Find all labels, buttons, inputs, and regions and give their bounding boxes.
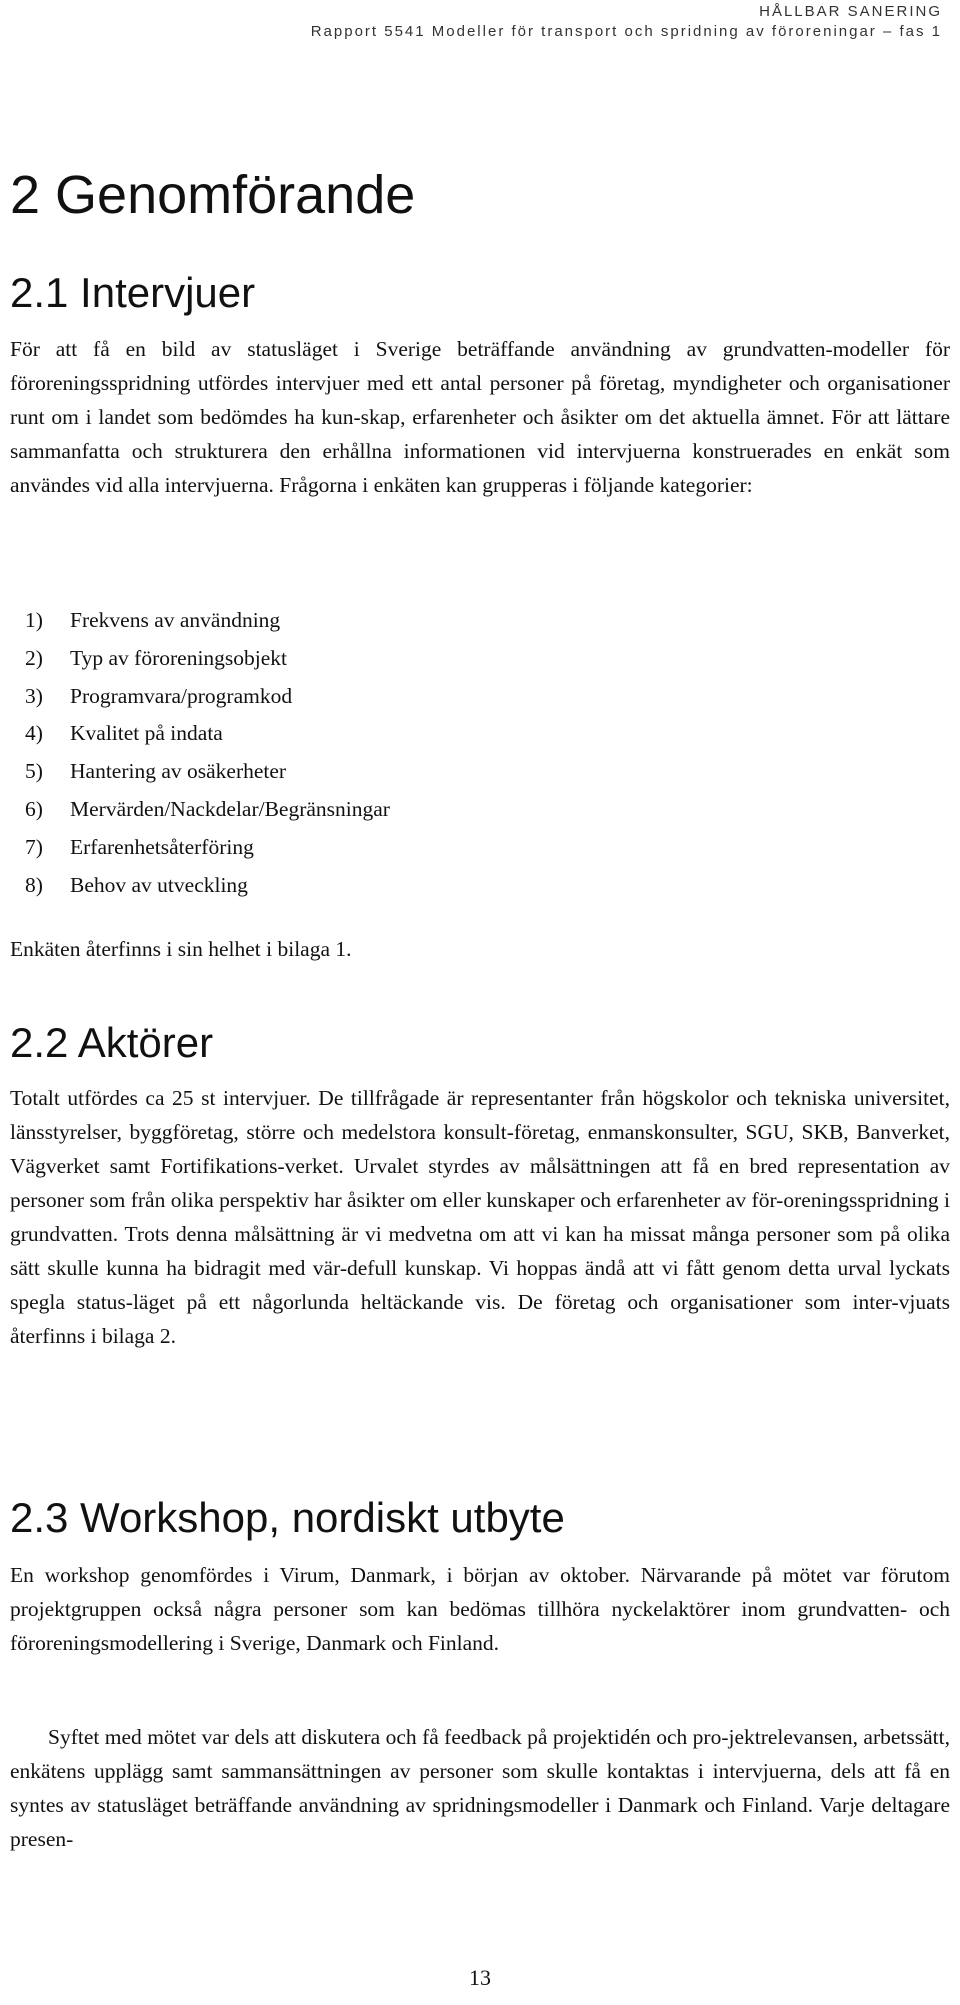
- list-item-text: Mervärden/Nackdelar/Begränsningar: [70, 796, 390, 821]
- survey-category-list: [25, 602, 390, 904]
- aktorer-paragraph: Totalt utfördes ca 25 st intervjuer. De tillfrågade är representanter från högskolor och tekniska universitet, länsstyrelser, byggföretag, större och medelstora konsult-företag, enmanskonsulter, SGU, SKB, Banverket, Vägverket samt Fortifikations-verket. Urvalet styrdes av målsättningen att få en bred representation av personer som från olika perspektiv har åsikter om eller kunskaper och erfarenheter av för-oreningsspridning i grundvatten. Trots denna målsättning är vi medvetna om att vi kan ha missat många personer som på olika sätt skulle kunna ha bidragit med vär-defull kunskap. Vi hoppas ändå att vi fått genom detta urval lyckats spegla status-läget på ett någorlunda heltäckande vis. De företag och organisationer som inter-vjuats återfinns i bilaga 2.: [10, 1086, 950, 1348]
- workshop-paragraph-2: Syftet med mötet var dels att diskutera och få feedback på projektidén och pro-jektrelevansen, arbetssätt, enkätens upplägg samt sammansättningen av personer som skulle kontaktas i intervjuerna, dels att få en syntes av statusläget beträffande användning av spridningsmodeller i Danmark och Finland. Varje deltagare presen-: [10, 1725, 950, 1851]
- list-item-number: 5): [25, 759, 43, 784]
- header-title: HÅLLBAR SANERING: [759, 3, 942, 20]
- intervjuer-intro-paragraph: För att få en bild av statusläget i Sverige beträffande användning av grundvatten-modeller för föroreningsspridning utfördes intervjuer med ett antal personer på företag, myndigheter och organisationer runt om i landet som bedömdes ha kun-skap, erfarenheter och åsikter om det aktuella ämnet. För att lättare sammanfatta och strukturera den erhållna informationen vid intervjuerna konstruerades en enkät som användes vid alla intervjuerna. Frågorna i enkäten kan grupperas i följande kategorier:: [10, 337, 950, 497]
- running-header: [311, 2, 942, 42]
- header-report-subtitle: Rapport 5541 Modeller för transport och spridning av föroreningar – fas 1: [310, 23, 942, 40]
- list-item-number: 4): [25, 721, 43, 746]
- list-item: [25, 867, 390, 905]
- workshop-paragraph-1: En workshop genomfördes i Virum, Danmark, i början av oktober. Närvarande på mötet var förutom projektgruppen också några personer som kan bedömas tillhöra nyckelaktörer inom grundvatten- och föroreningsmodellering i Sverige, Danmark och Finland.: [10, 1563, 950, 1655]
- list-item-text: Kvalitet på indata: [70, 721, 223, 746]
- list-item: [25, 715, 390, 753]
- section-heading-workshop: 2.3 Workshop, nordiskt utbyte: [10, 1494, 565, 1541]
- list-item: [25, 640, 390, 678]
- list-item: [25, 678, 390, 716]
- section-heading-aktorer: 2.2 Aktörer: [10, 1019, 214, 1066]
- list-item-text: Typ av föroreningsobjekt: [70, 645, 288, 670]
- page-number: 13: [469, 1965, 491, 1990]
- list-item: [25, 791, 390, 829]
- list-item-number: 8): [25, 872, 43, 897]
- list-item-number: 1): [25, 608, 43, 632]
- list-item-number: 7): [25, 834, 43, 859]
- list-item: [25, 829, 390, 867]
- list-item-text: Erfarenhetsåterföring: [70, 834, 254, 859]
- list-item: [25, 753, 390, 791]
- list-item-text: Programvara/programkod: [70, 683, 293, 708]
- list-item-number: 2): [25, 645, 43, 670]
- section-heading-intervjuer: 2.1 Intervjuer: [10, 269, 256, 316]
- chapter-title: 2 Genomförande: [10, 165, 416, 225]
- list-item-number: 6): [25, 796, 43, 821]
- list-item-text: Frekvens av användning: [70, 608, 281, 632]
- intervjuer-closing-paragraph: Enkäten återfinns i sin helhet i bilaga 1.: [10, 937, 352, 961]
- list-item-text: Behov av utveckling: [70, 872, 248, 897]
- list-item-number: 3): [25, 683, 43, 708]
- list-item-text: Hantering av osäkerheter: [70, 759, 287, 784]
- list-item: [25, 602, 390, 640]
